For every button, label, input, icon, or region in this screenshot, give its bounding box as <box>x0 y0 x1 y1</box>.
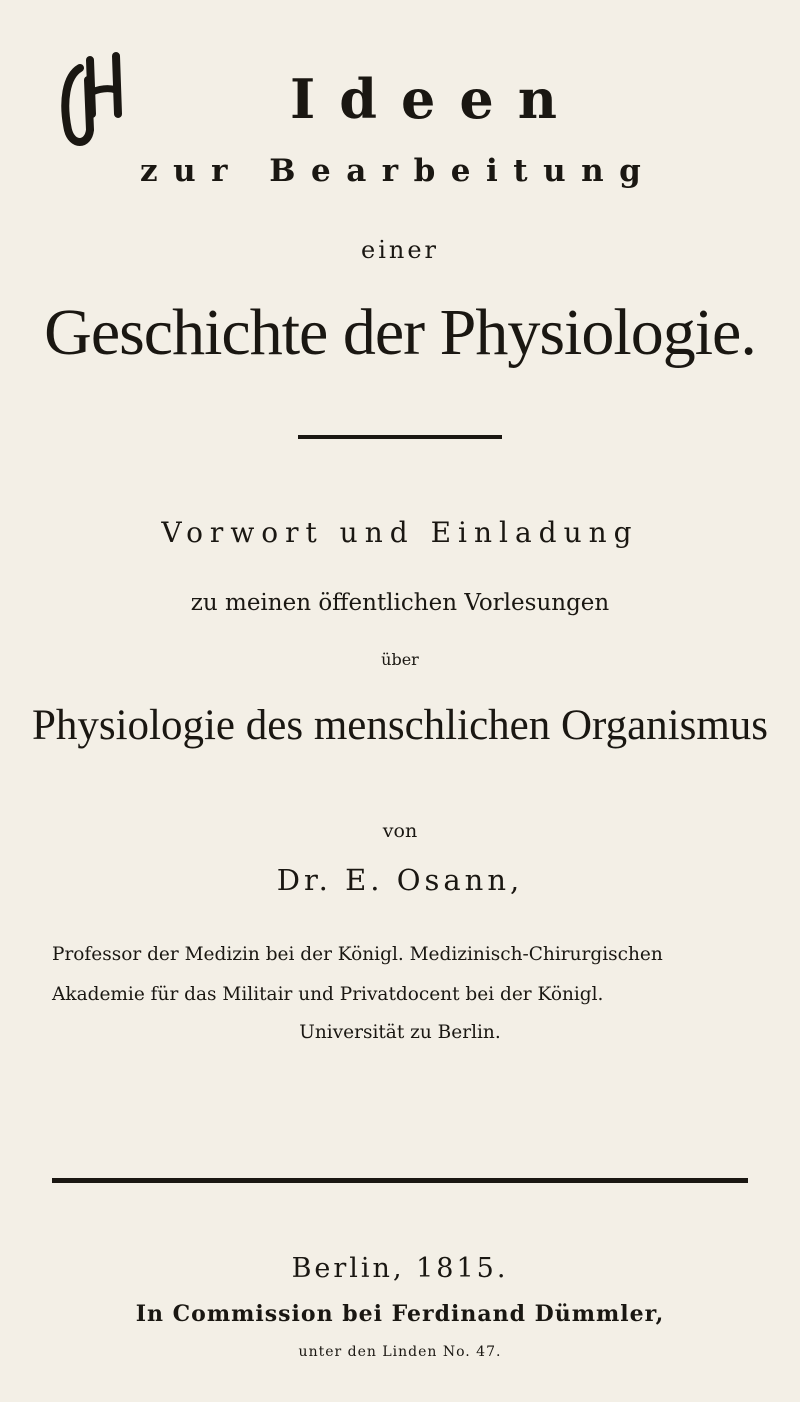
affiliation-line-2: Akademie für das Militair und Privatdocent bei der Königl. <box>52 984 604 1005</box>
long-divider <box>52 1178 748 1183</box>
library-mark-icon <box>58 50 130 150</box>
preface-line: zu meinen öffentlichen Vorlesungen <box>190 590 610 616</box>
subtitle-zur-bearbeitung: zur Bearbeitung <box>140 153 657 189</box>
place-and-date: Berlin, 1815. <box>291 1253 509 1284</box>
preface-heading: Vorwort und Einladung <box>161 516 639 549</box>
short-divider <box>298 435 502 439</box>
author-name: Dr. E. Osann, <box>276 863 524 897</box>
by-word: von <box>382 820 418 842</box>
subject-title: Physiologie des menschlichen Organismus <box>31 702 769 749</box>
publisher-line: In Commission bei Ferdinand Dümmler, <box>135 1301 665 1327</box>
title-ideen: Ideen <box>290 67 581 131</box>
affiliation-line-3: Universität zu Berlin. <box>299 1022 501 1043</box>
affiliation-line-1: Professor der Medizin bei der Königl. Medizinisch-Chirurgischen <box>52 944 663 965</box>
connector-einer: einer <box>360 236 439 264</box>
publisher-address: unter den Linden No. 47. <box>298 1344 502 1360</box>
main-title: Geschichte der Physiologie. <box>44 296 756 369</box>
about-word: über <box>381 650 419 669</box>
